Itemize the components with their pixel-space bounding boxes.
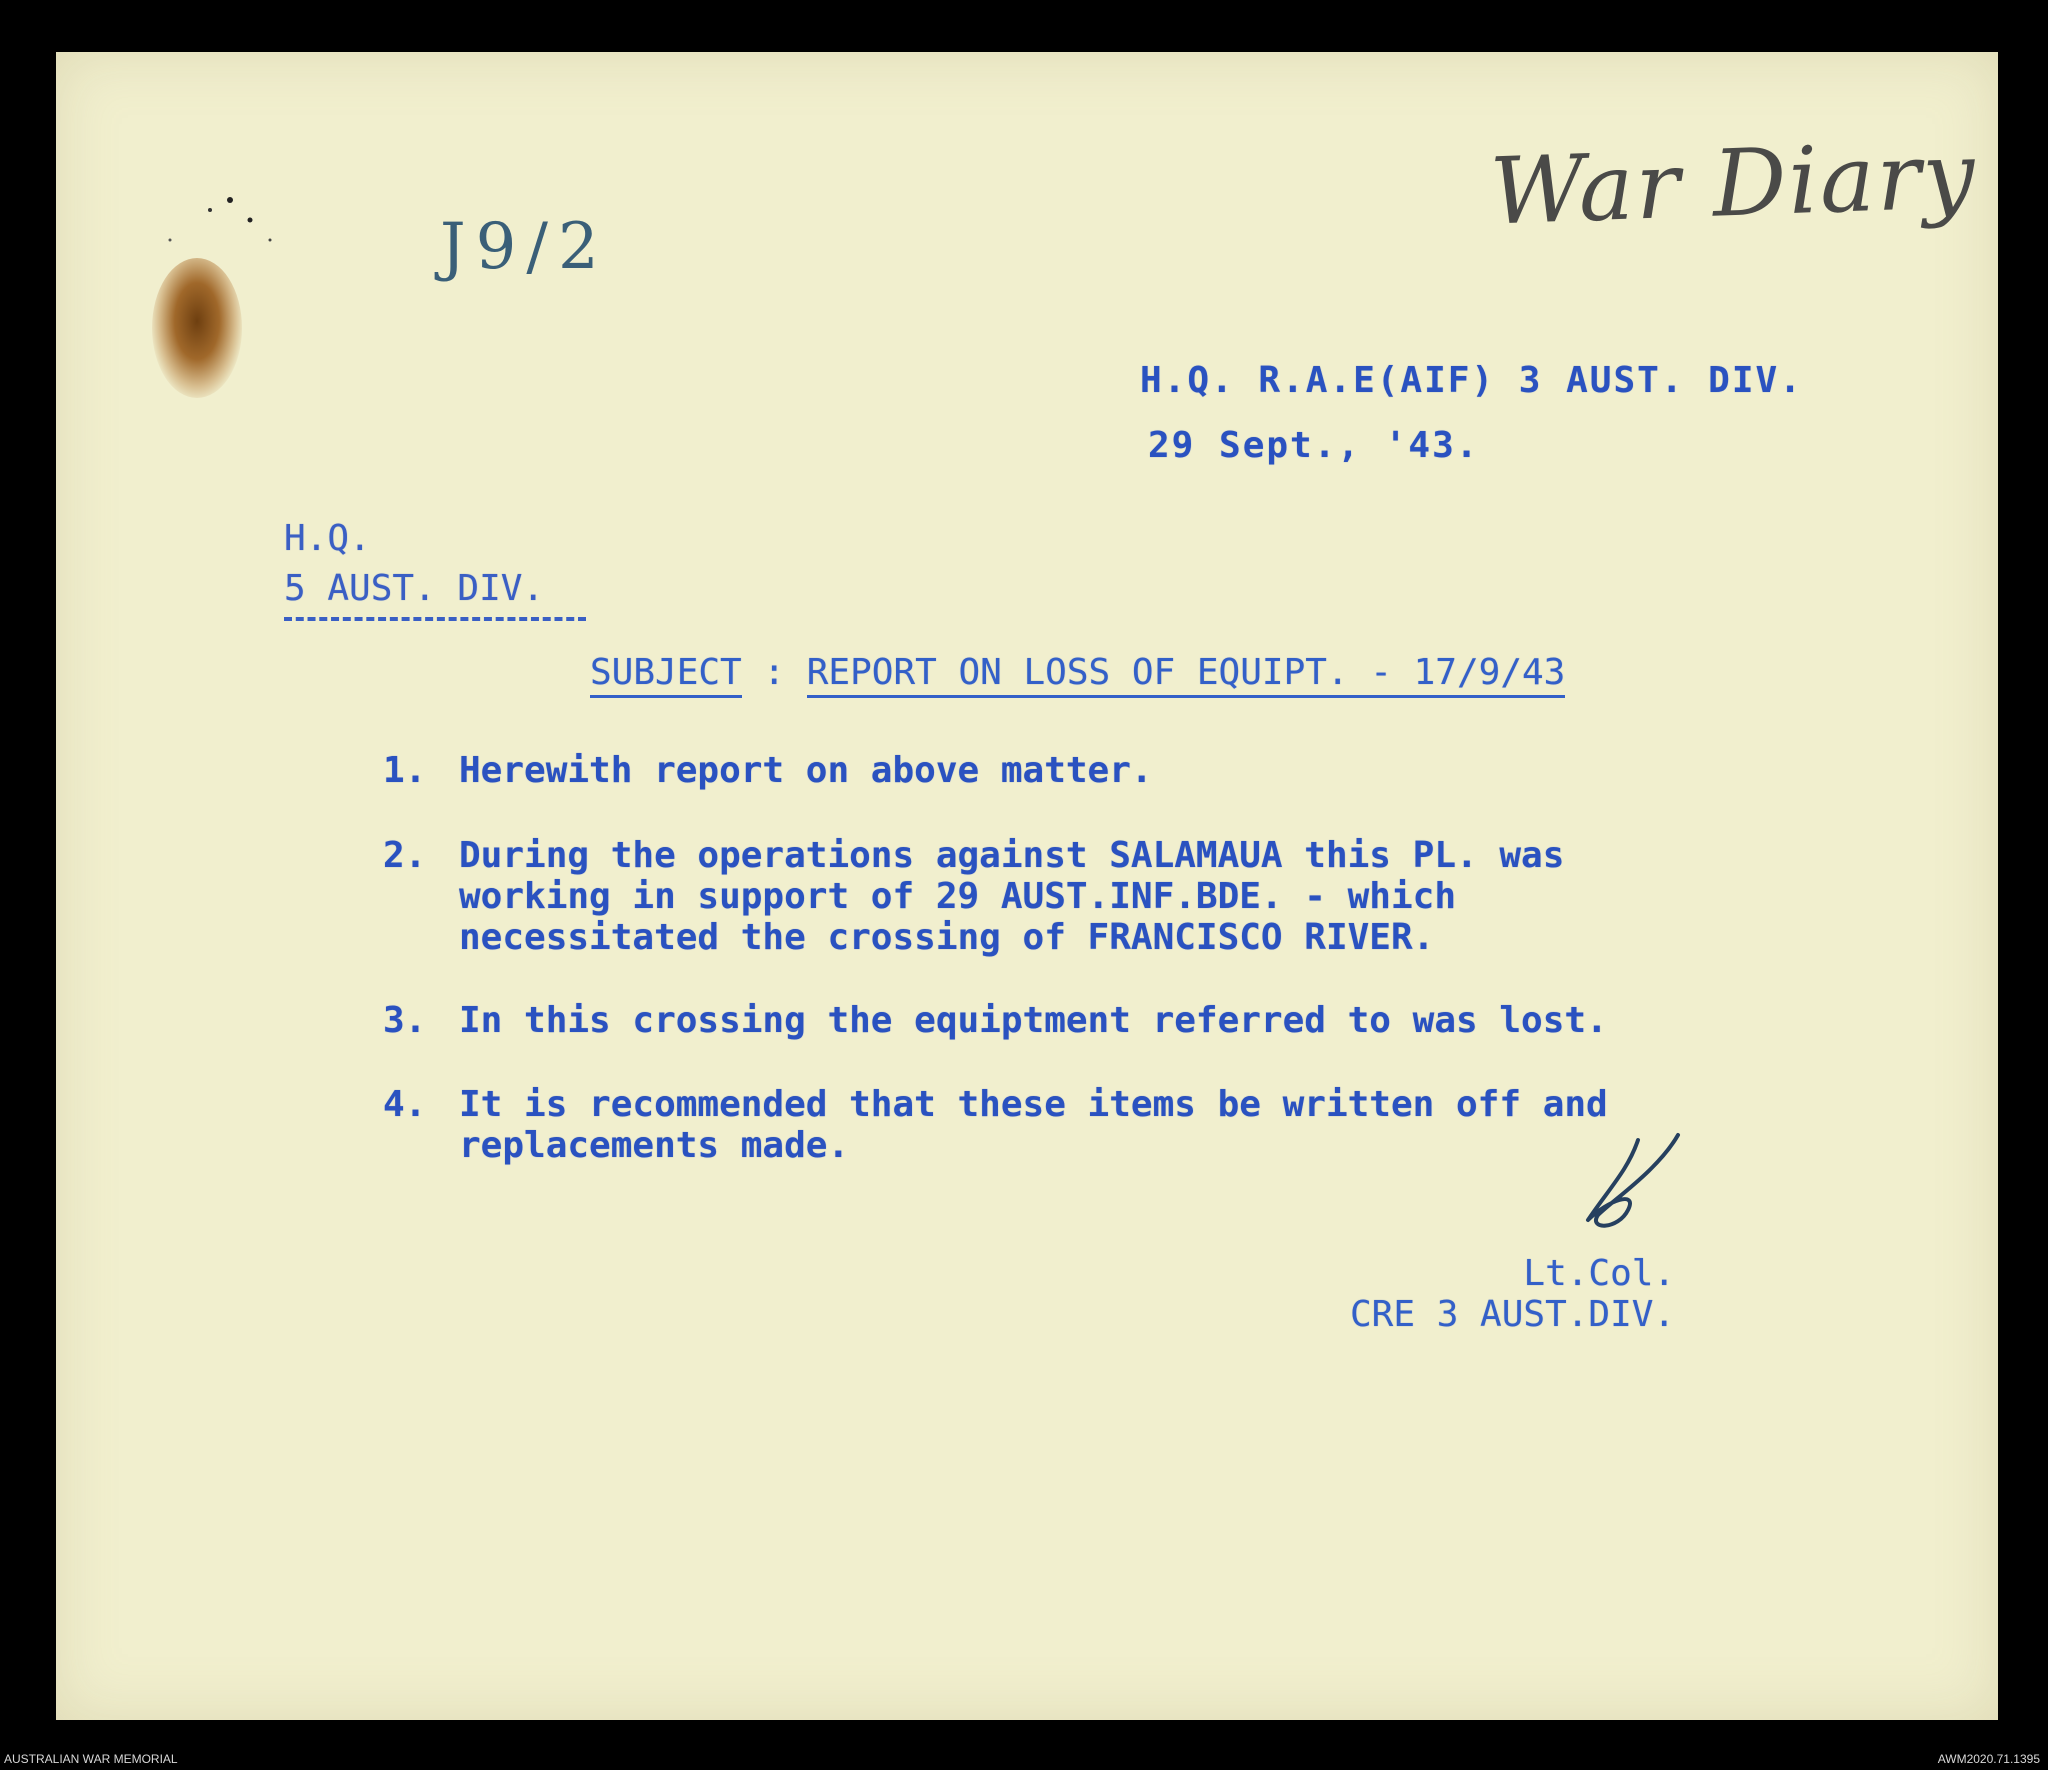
paragraph-1 [383, 750, 1153, 791]
signatory-title: CRE 3 AUST.DIV. [1350, 1294, 1676, 1335]
paragraph-text: Herewith report on above matter. [459, 750, 1153, 791]
subject-line [590, 652, 1565, 693]
paragraph-text: In this crossing the equiptment referred to was lost. [459, 1000, 1608, 1041]
ink-specks [150, 180, 300, 290]
paragraph-number: 2. [383, 835, 427, 876]
paragraph-text: It is recommended that these items be written off and replacements made. [459, 1084, 1608, 1166]
file-reference-annotation: J9/2 [440, 210, 609, 284]
paragraph-2 [383, 835, 1564, 958]
addressee-line-1: H.Q. [284, 518, 371, 559]
subject-separator: : [741, 652, 807, 693]
letterhead-date: 29 Sept., '43. [1148, 425, 1480, 466]
footer-institution: AUSTRALIAN WAR MEMORIAL [4, 1752, 178, 1766]
paragraph-number: 4. [383, 1084, 427, 1125]
paragraph-text: During the operations against SALAMAUA this PL. was working in support of 29 AUST.INF.BDE. - which necessitated the crossing of FRANCISCO RIVER. [459, 835, 1565, 958]
paragraph-number: 3. [383, 1000, 427, 1041]
subject-text: REPORT ON LOSS OF EQUIPT. - 17/9/43 [807, 652, 1566, 698]
footer-accession: AWM2020.71.1395 [1937, 1752, 2040, 1766]
signatory-rank: Lt.Col. [1523, 1253, 1676, 1294]
addressee-rule [284, 617, 586, 621]
signature-block [1350, 1253, 1675, 1335]
handwritten-signature [1568, 1130, 1688, 1240]
war-diary-annotation: War Diary [1488, 121, 1979, 246]
addressee-line-2: 5 AUST. DIV. [284, 568, 545, 609]
letterhead-unit: H.Q. R.A.E(AIF) 3 AUST. DIV. [1140, 360, 1803, 401]
subject-label: SUBJECT [590, 652, 742, 698]
paragraph-4 [383, 1084, 1608, 1166]
paragraph-number: 1. [383, 750, 427, 791]
paragraph-3 [383, 1000, 1608, 1041]
